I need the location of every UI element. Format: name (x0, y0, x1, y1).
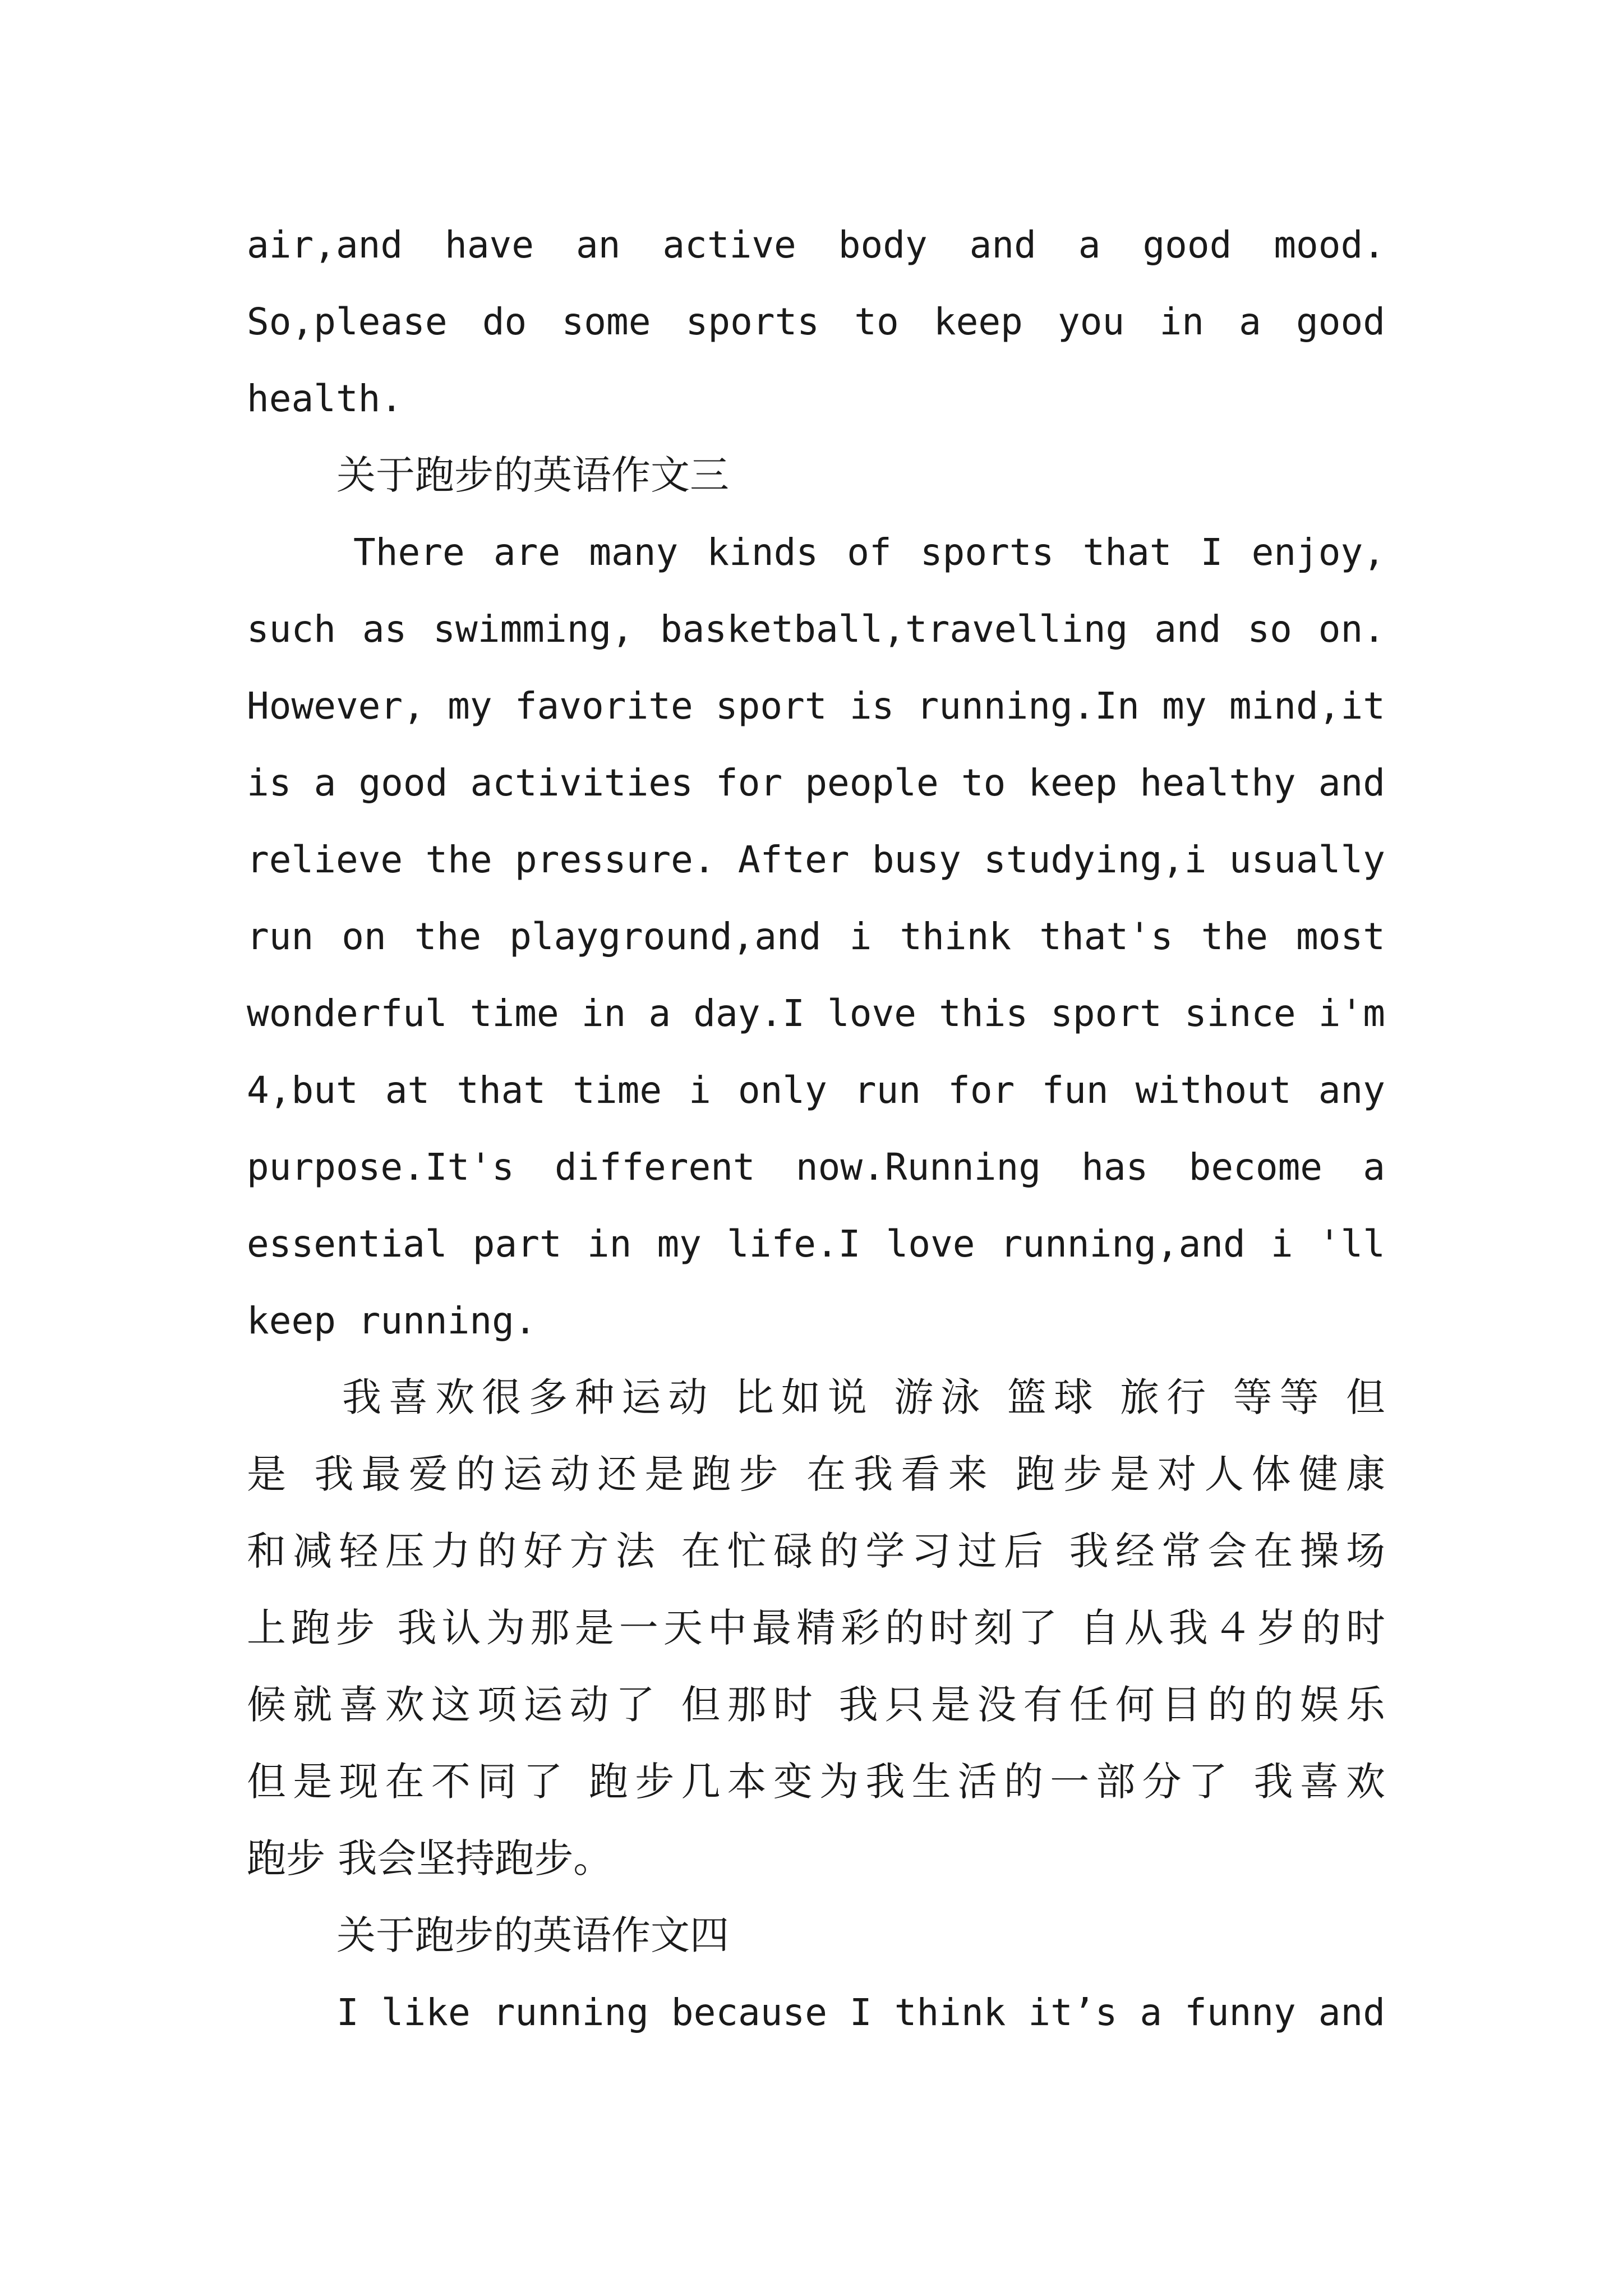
text-line: keep running. (247, 1299, 537, 1342)
text-line: is a good activities for people to keep healthy and (247, 761, 1385, 804)
text-line: 跑步 我会坚持跑步。 (247, 1835, 613, 1881)
text-line: I like running because I think it’s a funny and (336, 1991, 1385, 2034)
text-line: There are many kinds of sports that I enjoy, (353, 531, 1385, 574)
text-line: health. (247, 377, 403, 420)
text-line: 上跑步 我认为那是一天中最精彩的时刻了 自从我４岁的时 (247, 1605, 1385, 1651)
text-line: relieve the pressure. After busy studying,i usually (247, 838, 1385, 881)
text-line: run on the playground,and i think that's the most (247, 915, 1385, 958)
text-line: So,please do some sports to keep you in a good (247, 300, 1385, 343)
text-line: 是 我最爱的运动还是跑步 在我看来 跑步是对人体健康 (247, 1451, 1385, 1497)
text-line: 但是现在不同了 跑步几本变为我生活的一部分了 我喜欢 (247, 1759, 1385, 1805)
paragraph-intro-end (247, 206, 1385, 437)
text-line: purpose.It's different now.Running has become a (247, 1145, 1385, 1189)
paragraph-three-chinese (247, 1359, 1385, 1897)
section-heading-three: 关于跑步的英语作文三 (336, 452, 729, 498)
text-line: 我喜欢很多种运动 比如说 游泳 篮球 旅行 等等 但 (342, 1374, 1385, 1420)
paragraph-three-english (247, 514, 1385, 1359)
text-line: essential part in my life.I love running,and i 'll (247, 1222, 1385, 1266)
text-line: wonderful time in a day.I love this sport since i'm (247, 992, 1385, 1035)
text-line: However, my favorite sport is running.In my mind,it (247, 684, 1385, 728)
text-line: air,and have an active body and a good mood. (247, 223, 1385, 266)
text-line: such as swimming, basketball,travelling and so on. (247, 608, 1385, 651)
paragraph-four-english (247, 1974, 1385, 2051)
text-line: 候就喜欢这项运动了 但那时 我只是没有任何目的的娱乐 (247, 1682, 1385, 1728)
text-line: 和减轻压力的好方法 在忙碌的学习过后 我经常会在操场 (247, 1528, 1385, 1574)
text-line: 4,but at that time i only run for fun without any (247, 1069, 1385, 1112)
section-heading-four: 关于跑步的英语作文四 (336, 1912, 729, 1958)
